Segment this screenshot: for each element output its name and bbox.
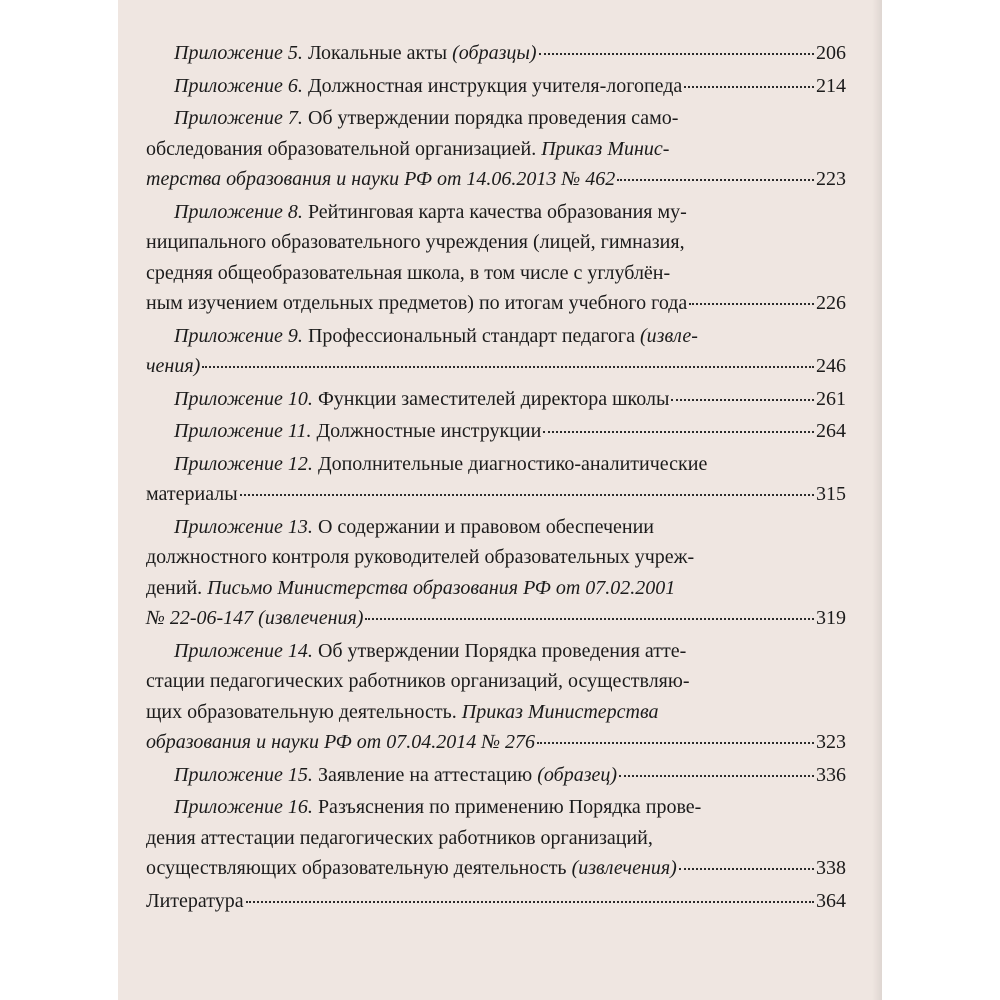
entry-text: ниципального образовательного учреждения (лицей, гимназия,: [146, 231, 685, 253]
toc-entry: [146, 38, 846, 69]
page-number: 206: [816, 42, 846, 64]
toc-entry-literature: [146, 886, 846, 917]
entry-italic-text: Приказ Минис-: [541, 137, 670, 160]
entry-text: обследования образовательной организацией.: [146, 137, 542, 160]
dot-leader: [240, 494, 814, 496]
entry-text: Дополнительные диагностико-аналитические: [317, 452, 708, 475]
page-number: 246: [816, 355, 846, 377]
page-number: 336: [816, 763, 846, 786]
toc-line-text: [174, 103, 678, 134]
toc-entry: [146, 449, 846, 510]
toc-line: [146, 760, 846, 791]
toc-line-text: [146, 479, 238, 510]
appendix-label: Приложение 9.: [174, 324, 303, 347]
toc-line: [146, 227, 846, 258]
dot-leader: [679, 868, 814, 870]
page-number: 323: [816, 731, 846, 753]
entry-text: Литература: [146, 889, 244, 912]
toc-line-text: [146, 727, 535, 758]
toc-line-text: [174, 321, 698, 352]
page-number: 261: [816, 387, 846, 410]
toc-line-text: [174, 760, 617, 791]
entry-text: щих образовательную деятельность.: [146, 700, 462, 723]
toc-line: [146, 164, 846, 195]
toc-line: [146, 666, 846, 697]
entry-text: Разъяснения по применению Порядка прове-: [317, 796, 702, 818]
toc-line-text: [146, 823, 653, 854]
entry-italic-text: (извлечения): [571, 857, 677, 879]
toc-line-text: [174, 416, 541, 447]
entry-text: Локальные акты: [307, 42, 453, 64]
appendix-label: Приложение 8.: [174, 200, 303, 223]
toc-line-text: [174, 792, 701, 823]
book-page: [118, 0, 882, 1000]
appendix-label: Приложение 13.: [174, 515, 313, 538]
toc-line: [146, 134, 846, 165]
toc-line: [146, 636, 846, 667]
toc-line-text: [174, 512, 654, 543]
toc-line: [146, 197, 846, 228]
page-number: 214: [816, 74, 846, 97]
entry-text: ным изучением отдельных предметов) по итогам учебного года: [146, 292, 688, 314]
toc-line-text: [146, 164, 615, 195]
toc-entry: [146, 792, 846, 884]
appendix-label: Приложение 14.: [174, 639, 313, 662]
entry-text: стации педагогических работников организаций, осуществляю-: [146, 670, 690, 692]
toc-line: [146, 449, 846, 480]
dot-leader: [539, 53, 814, 55]
toc-entry: [146, 384, 846, 415]
toc-line-text: [146, 666, 689, 697]
toc-line-text: [146, 603, 363, 634]
entry-text: Профессиональный стандарт педагога: [307, 324, 640, 347]
entry-italic-text: № 22-06-147 (извлечения): [146, 607, 364, 629]
dot-leader: [365, 618, 814, 620]
toc-entry: [146, 416, 846, 447]
entry-text: Заявление на аттестацию: [317, 763, 538, 786]
toc-line-text: [174, 38, 537, 69]
entry-italic-text: (образец): [537, 763, 618, 786]
toc-line-text: [174, 71, 682, 102]
table-of-contents: [146, 38, 846, 916]
dot-leader: [543, 431, 814, 433]
toc-entry: [146, 636, 846, 758]
toc-line: [146, 697, 846, 728]
page-number: 338: [816, 857, 846, 879]
toc-line-text: [146, 853, 677, 884]
toc-line-text: [174, 384, 669, 415]
entry-text: должностного контроля руководителей образовательных учреж-: [146, 546, 695, 568]
toc-line: [146, 727, 846, 758]
entry-text: средняя общеобразовательная школа, в том числе с углублён-: [146, 261, 671, 284]
toc-line-text: [174, 449, 707, 480]
toc-line-text: [146, 351, 200, 382]
toc-entry: [146, 197, 846, 319]
toc-line: [146, 321, 846, 352]
dot-leader: [202, 366, 814, 368]
entry-text: дения аттестации педагогических работников организаций,: [146, 826, 653, 849]
toc-line: [146, 384, 846, 415]
toc-line-text: [174, 197, 687, 228]
page-number: 364: [816, 889, 846, 912]
dot-leader: [619, 775, 814, 777]
page-number: 226: [816, 292, 846, 314]
appendix-label: Приложение 10.: [174, 387, 313, 410]
dot-leader: [537, 742, 814, 744]
toc-line-text: [146, 227, 685, 258]
appendix-label: Приложение 16.: [174, 796, 313, 818]
page-number: 315: [816, 483, 846, 505]
toc-line-text: [146, 258, 670, 289]
entry-text: Рейтинговая карта качества образования му-: [307, 200, 687, 223]
toc-line: [146, 542, 846, 573]
appendix-label: Приложение 7.: [174, 107, 303, 129]
page-number: 319: [816, 607, 846, 629]
entry-text: Должностная инструкция учителя-логопеда: [307, 74, 683, 97]
toc-entry: [146, 103, 846, 195]
dot-leader: [246, 901, 814, 903]
entry-italic-text: Письмо Министерства образования РФ от 07.02.2001: [207, 576, 676, 599]
appendix-label: Приложение 5.: [174, 42, 303, 64]
toc-line: [146, 479, 846, 510]
entry-text: Должностные инструкции: [316, 420, 542, 442]
appendix-label: Приложение 6.: [174, 74, 303, 97]
toc-line-text: [146, 134, 669, 165]
toc-entry: [146, 512, 846, 634]
dot-leader: [671, 399, 814, 401]
toc-line-text: [146, 886, 244, 917]
entry-text: материалы: [146, 483, 238, 505]
entry-italic-text: (образцы): [452, 42, 537, 64]
entry-italic-text: чения): [146, 355, 201, 377]
toc-entry: [146, 71, 846, 102]
toc-line: [146, 103, 846, 134]
appendix-label: Приложение 12.: [174, 452, 313, 475]
entry-italic-text: (извле-: [640, 324, 698, 347]
entry-italic-text: Приказ Министерства: [461, 700, 659, 723]
entry-text: Функции заместителей директора школы: [317, 387, 670, 410]
entry-italic-text: терства образования и науки РФ от 14.06.2013 № 462: [146, 168, 616, 190]
toc-line-text: [146, 542, 694, 573]
toc-line: [146, 853, 846, 884]
toc-line: [146, 823, 846, 854]
appendix-label: Приложение 15.: [174, 763, 313, 786]
toc-line: [146, 886, 846, 917]
toc-line: [146, 288, 846, 319]
entry-text: Об утверждении Порядка проведения атте-: [317, 639, 687, 662]
toc-line: [146, 416, 846, 447]
toc-entry: [146, 760, 846, 791]
toc-line-text: [146, 697, 659, 728]
toc-line: [146, 792, 846, 823]
toc-line-text: [146, 288, 687, 319]
dot-leader: [689, 303, 814, 305]
entry-text: дений.: [146, 576, 208, 599]
toc-line: [146, 71, 846, 102]
toc-line: [146, 38, 846, 69]
page-number: 264: [816, 420, 846, 442]
toc-line: [146, 512, 846, 543]
toc-line-text: [146, 573, 675, 604]
toc-line-text: [174, 636, 686, 667]
toc-line: [146, 351, 846, 382]
toc-line: [146, 258, 846, 289]
entry-text: осуществляющих образовательную деятельность: [146, 857, 572, 879]
toc-line: [146, 603, 846, 634]
toc-line: [146, 573, 846, 604]
dot-leader: [684, 86, 814, 88]
entry-italic-text: образования и науки РФ от 07.04.2014 № 276: [146, 731, 536, 753]
page-number: 223: [816, 168, 846, 190]
entry-text: О содержании и правовом обеспечении: [317, 515, 655, 538]
entry-text: Об утверждении порядка проведения само-: [307, 107, 679, 129]
appendix-label: Приложение 11.: [174, 420, 312, 442]
toc-entry: [146, 321, 846, 382]
dot-leader: [617, 179, 814, 181]
